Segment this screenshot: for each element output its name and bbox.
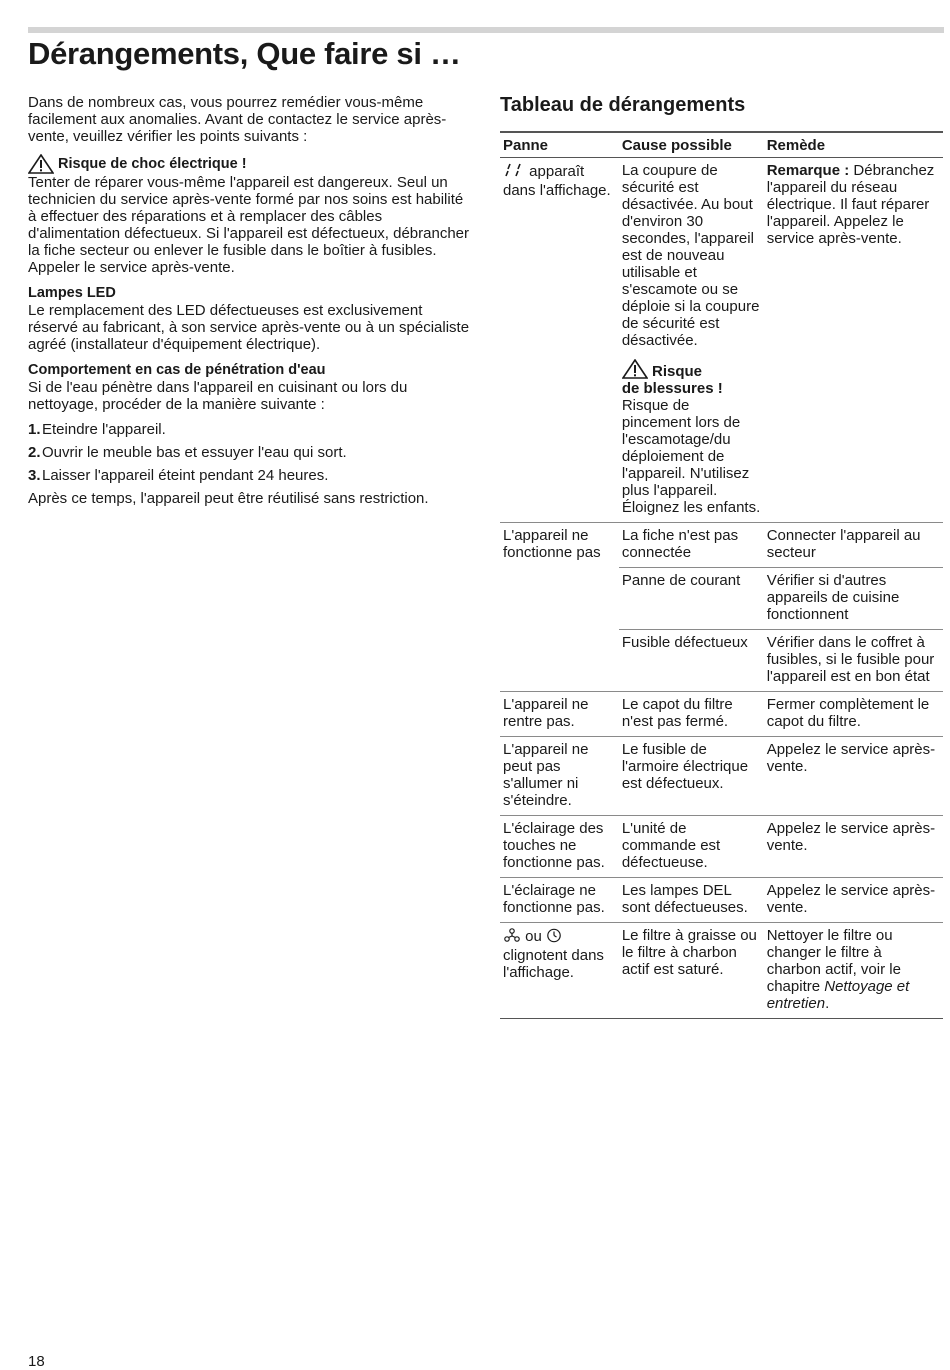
panne-cell: L'appareil ne peut pas s'allumer ni s'éteindre. <box>500 737 619 816</box>
injury-warning-text: Risque de pincement lors de l'escamotage/du déploiement de l'appareil. N'utilisez plus l'appareil. Éloignez les enfants. <box>621 397 761 516</box>
remede-cell <box>764 158 943 523</box>
water-heading: Comportement en cas de pénétration d'eau <box>28 362 326 378</box>
step-number: 3. <box>28 467 41 484</box>
remede-cell <box>764 923 943 1019</box>
header-remede: Remède <box>764 132 943 158</box>
header-rule <box>28 27 944 33</box>
led-heading: Lampes LED <box>28 285 116 301</box>
remede-text: Débranchez l'appareil du réseau électrique. Il faut réparer l'appareil. Appelez le service après-vente. <box>766 162 935 247</box>
electric-warning-text: Tenter de réparer vous-même l'appareil est dangereux. Seul un technicien du service après-vente formé par nos soins est habilité à effectuer des réparations et à remplacer des câbles d'alimentation défectueux. Si l'appareil est défectueux, débrancher la fiche secteur ou enlever le fusible dans le boîtier à fusibles. Appeler le service après-vente. <box>28 174 470 276</box>
step-number: 1. <box>28 421 41 438</box>
table-row <box>500 158 943 523</box>
header-panne: Panne <box>500 132 619 158</box>
cause-cell: Panne de courant <box>619 568 764 630</box>
after-steps-text: Après ce temps, l'appareil peut être réutilisé sans restriction. <box>28 490 429 507</box>
remede-cell: Connecter l'appareil au secteur <box>764 523 943 568</box>
step-text: Eteindre l'appareil. <box>42 421 166 438</box>
cause-text: La coupure de sécurité est désactivée. Au bout d'environ 30 secondes, l'appareil est de nouveau utilisable et s'escamote ou se déploie si la coupure de sécurité est désactivée. <box>621 162 760 349</box>
water-text: Si de l'eau pénètre dans l'appareil en cuisinant ou lors du nettoyage, procéder de la manière suivante : <box>28 379 408 413</box>
display-symbol-icon <box>503 162 525 182</box>
table-row <box>500 523 943 568</box>
table-header-row <box>500 132 943 158</box>
remede-cell: Appelez le service après-vente. <box>764 878 943 923</box>
panne-cell <box>500 923 619 1019</box>
panne-cell: L'appareil ne rentre pas. <box>500 692 619 737</box>
led-text: Le remplacement des LED défectueuses est exclusivement réservé au fabricant, à son service après-vente ou à un spécialiste agréé (installateur d'équipement électrique). <box>28 302 470 353</box>
panne-cell: L'éclairage ne fonctionne pas. <box>500 878 619 923</box>
cause-cell: Les lampes DEL sont défectueuses. <box>619 878 764 923</box>
cause-cell: Le capot du filtre n'est pas fermé. <box>619 692 764 737</box>
cause-cell: L'unité de commande est défectueuse. <box>619 816 764 878</box>
timer-icon <box>546 927 562 947</box>
electric-warning-heading <box>28 154 473 174</box>
remede-cell: Vérifier si d'autres appareils de cuisine fonctionnent <box>764 568 943 630</box>
cause-cell: Fusible défectueux <box>619 630 764 692</box>
table-row <box>500 816 943 878</box>
table-row <box>500 923 943 1019</box>
table-title: Tableau de dérangements <box>500 94 746 116</box>
panne-text-or: ou <box>525 928 542 945</box>
panne-cell: L'appareil ne fonctionne pas <box>500 523 619 692</box>
warning-triangle-icon <box>622 359 648 379</box>
steps-list <box>28 421 473 484</box>
warning-triangle-icon <box>28 154 54 174</box>
panne-cell: L'éclairage des touches ne fonctionne pas. <box>500 816 619 878</box>
panne-cell <box>500 158 619 523</box>
chapter-reference: Nettoyage et entretien <box>766 978 910 1012</box>
page-title: Dérangements, Que faire si … <box>28 36 461 71</box>
step-number: 2. <box>28 444 41 461</box>
step-text: Laisser l'appareil éteint pendant 24 heures. <box>42 467 329 484</box>
injury-warning-title-1: Risque <box>652 363 703 380</box>
header-cause: Cause possible <box>619 132 764 158</box>
remede-cell: Vérifier dans le coffret à fusibles, si le fusible pour l'appareil est en bon état <box>764 630 943 692</box>
cause-cell: Le fusible de l'armoire électrique est défectueux. <box>619 737 764 816</box>
panne-text: clignotent dans l'affichage. <box>503 947 604 981</box>
step-text: Ouvrir le meuble bas et essuyer l'eau qui sort. <box>42 444 347 461</box>
table-row <box>500 737 943 816</box>
intro-text: Dans de nombreux cas, vous pourrez remédier vous-même facilement aux anomalies. Avant de contactez le service après-vente, veuillez vérifier les points suivants : <box>28 94 447 145</box>
injury-warning-heading <box>622 359 761 397</box>
cause-cell: La fiche n'est pas connectée <box>619 523 764 568</box>
electric-warning-title: Risque de choc électrique ! <box>58 155 247 172</box>
remark-label: Remarque : <box>766 162 850 179</box>
panne-text: apparaît dans l'affichage. <box>503 163 611 199</box>
list-item <box>28 467 473 484</box>
remede-end: . <box>825 995 830 1012</box>
remede-cell: Appelez le service après-vente. <box>764 737 943 816</box>
list-item <box>28 444 473 461</box>
page-number: 18 <box>28 1353 45 1370</box>
injury-warning-title-2: de blessures ! <box>621 380 723 397</box>
table-row <box>500 878 943 923</box>
cause-cell <box>619 158 764 523</box>
list-item <box>28 421 473 438</box>
remede-cell: Fermer complètement le capot du filtre. <box>764 692 943 737</box>
left-column <box>28 94 473 507</box>
table-row <box>500 692 943 737</box>
remede-cell: Appelez le service après-vente. <box>764 816 943 878</box>
troubleshooting-table <box>500 131 943 1019</box>
filter-icon <box>503 927 521 947</box>
remede-text: Nettoyer le filtre ou changer le filtre à charbon actif, voir le chapitre <box>766 927 901 995</box>
cause-cell: Le filtre à graisse ou le filtre à charbon actif est saturé. <box>619 923 764 1019</box>
